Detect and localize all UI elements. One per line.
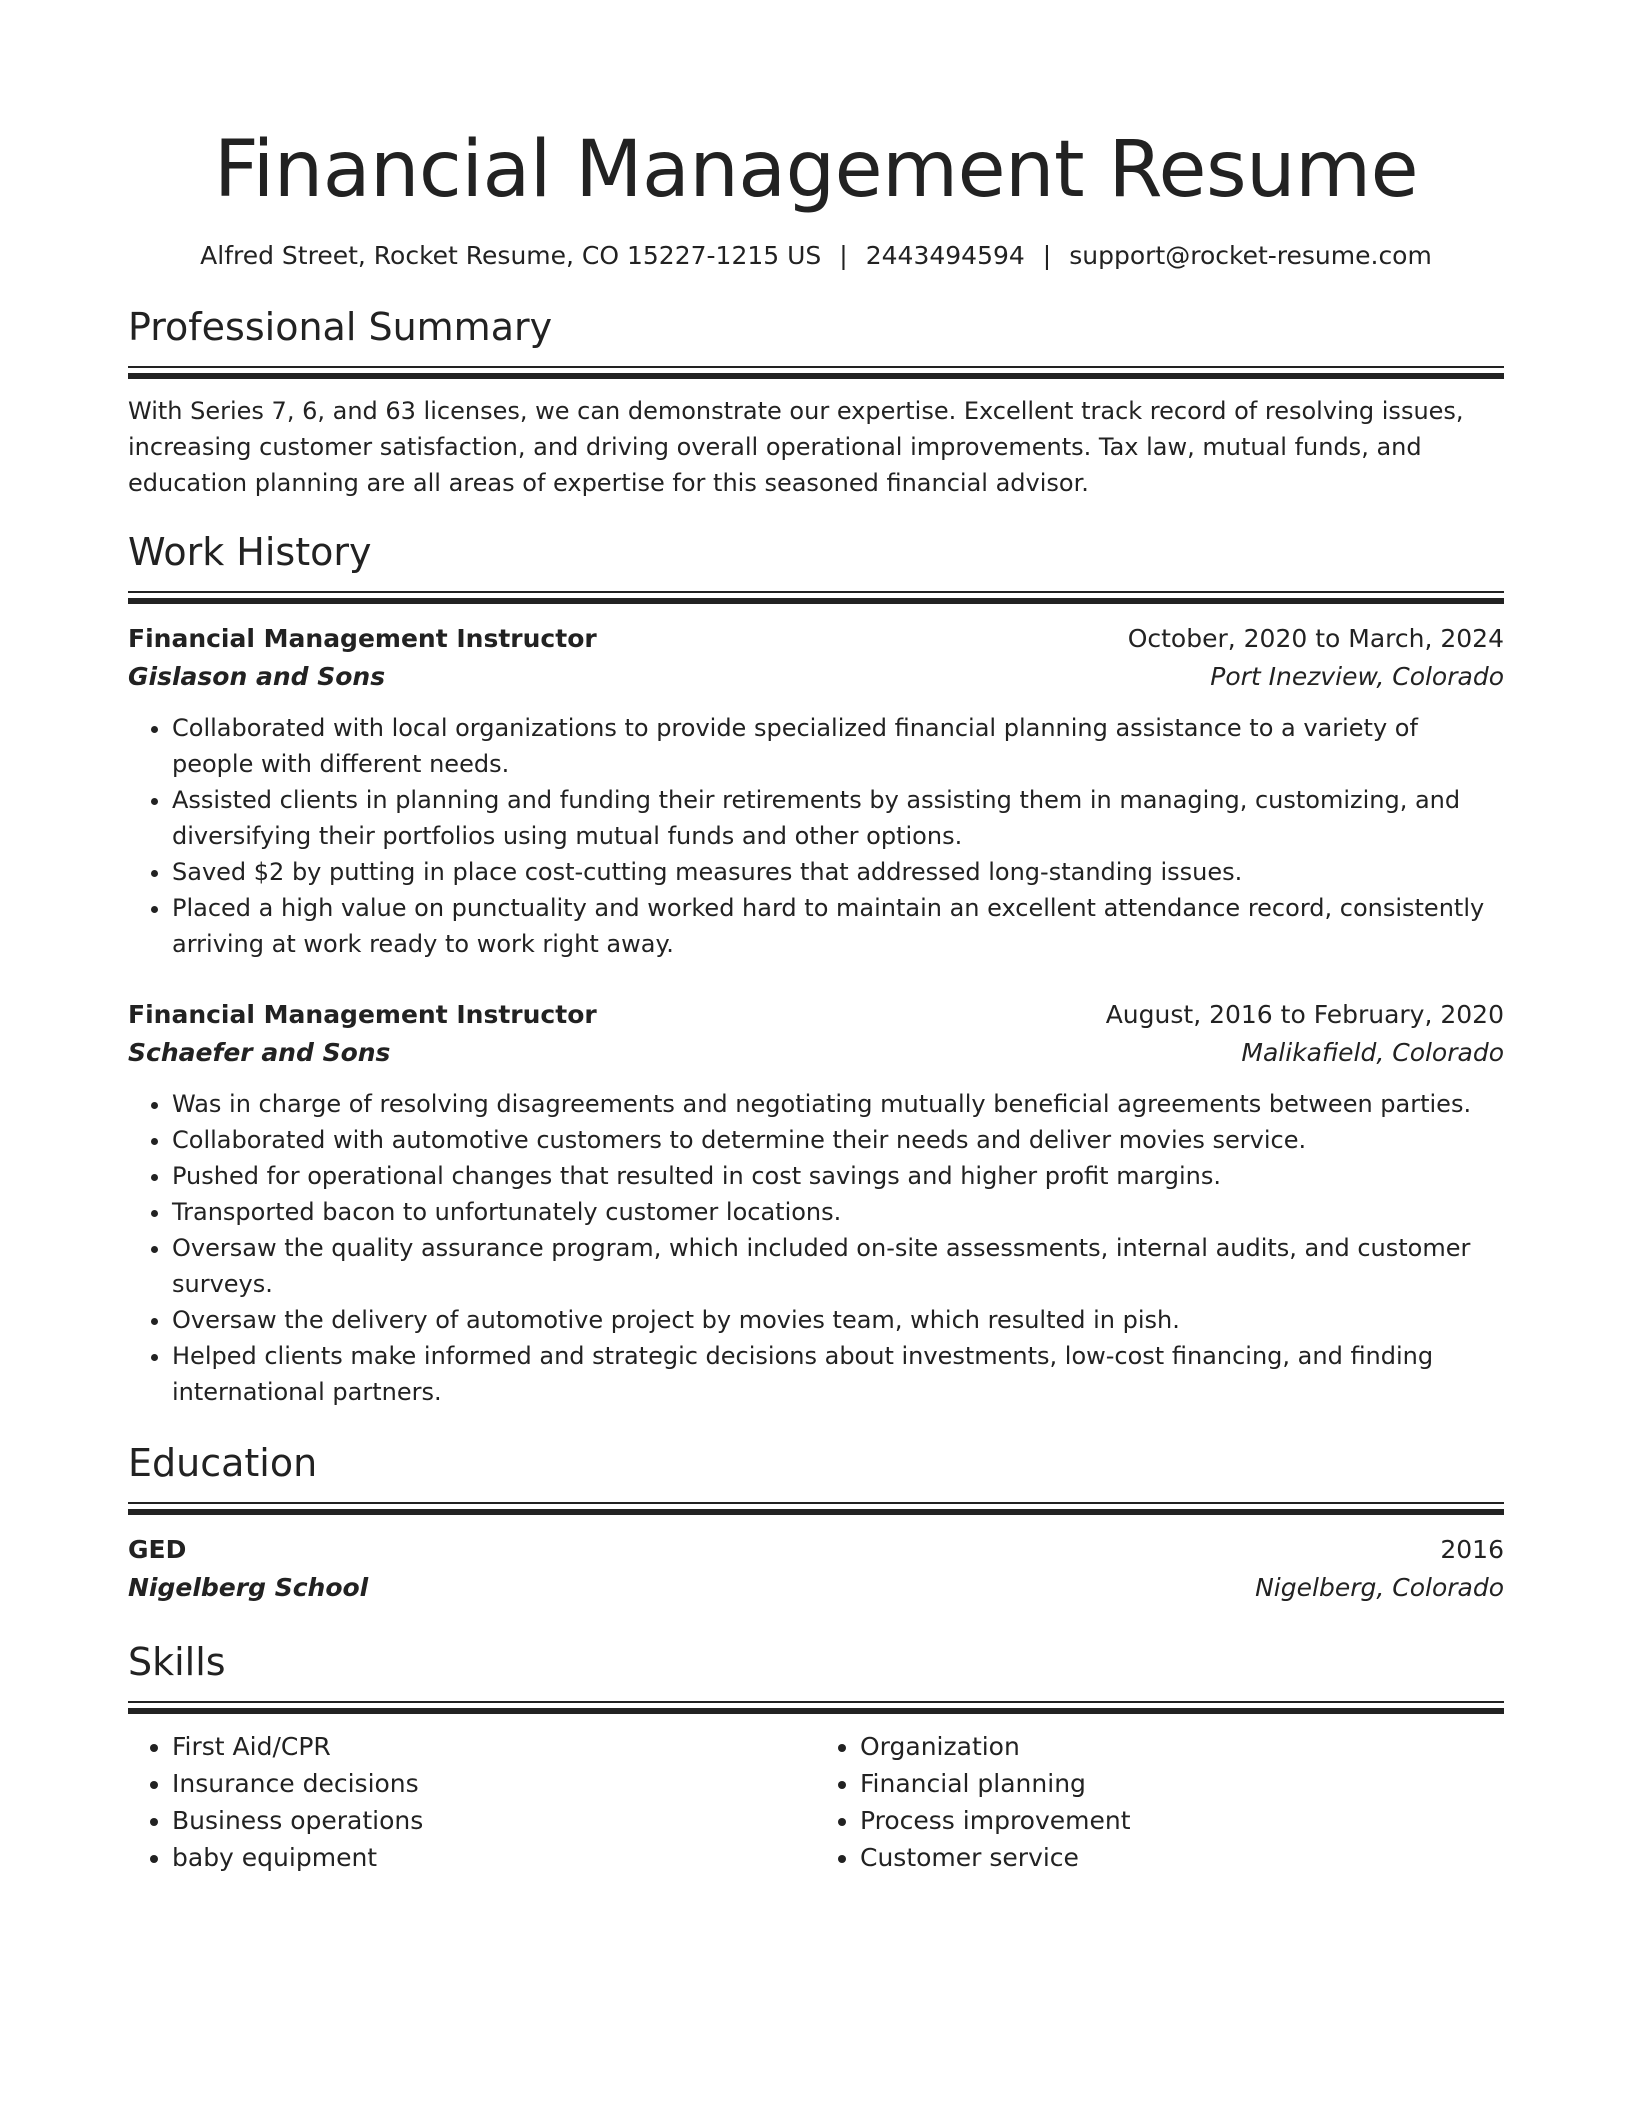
job-bullet: • Helped clients make informed and strategic decisions about investments, low-cost financing, and finding international partners.	[172, 1338, 1504, 1410]
section-heading-skills: Skills	[128, 1640, 226, 1684]
job-title: Financial Management Instructor	[128, 624, 597, 653]
education-school-row	[128, 1569, 1504, 1607]
contact-address: Alfred Street, Rocket Resume, CO 15227-1215 US	[200, 241, 822, 270]
job-bullet: • Placed a high value on punctuality and worked hard to maintain an excellent attendance record, consistently arriving at work ready to work right away.	[172, 890, 1504, 962]
contact-separator: |	[1042, 241, 1052, 270]
contact-line	[128, 238, 1504, 274]
job-header-row	[128, 620, 1504, 658]
contact-separator: |	[839, 241, 848, 270]
summary-text: With Series 7, 6, and 63 licenses, we can demonstrate our expertise. Excellent track record of resolving issues, increasing customer satisfaction, and driving overall operational improvements. Tax law, mutual funds, and education planning are all areas of expertise for this seasoned financial advisor.	[128, 397, 1464, 497]
section-heading-education: Education	[128, 1441, 318, 1485]
contact-email: support@rocket-resume.com	[1069, 241, 1432, 270]
job-dates: August, 2016 to February, 2020	[1105, 1000, 1504, 1029]
section-divider	[128, 366, 1504, 379]
job-title: Financial Management Instructor	[128, 1000, 597, 1029]
skills-section	[128, 1637, 1504, 1876]
job-company: Gislason and Sons	[128, 662, 386, 691]
job-location: Port Inezview, Colorado	[1210, 662, 1504, 691]
section-divider	[128, 591, 1504, 604]
job-bullet: • Oversaw the delivery of automotive project by movies team, which resulted in pish.	[172, 1302, 1504, 1338]
section-divider	[128, 1701, 1504, 1714]
skill-item: • Organization	[860, 1728, 1504, 1765]
job-bullet: • Oversaw the quality assurance program, which included on-site assessments, internal audits, and customer surveys.	[172, 1230, 1504, 1302]
skills-column-left	[128, 1728, 816, 1876]
job-company-row	[128, 1034, 1504, 1072]
job-header-row	[128, 996, 1504, 1034]
job-entry	[128, 620, 1504, 962]
contact-phone: 2443494594	[865, 241, 1025, 270]
job-company-row	[128, 658, 1504, 696]
skill-item: • baby equipment	[172, 1839, 816, 1876]
skills-column-right	[816, 1728, 1504, 1876]
job-location: Malikafield, Colorado	[1241, 1038, 1504, 1067]
job-bullets	[128, 1086, 1504, 1410]
section-divider	[128, 1502, 1504, 1515]
education-degree: GED	[128, 1535, 187, 1564]
education-header-row	[128, 1531, 1504, 1569]
job-entry	[128, 996, 1504, 1410]
skill-item: • Financial planning	[860, 1765, 1504, 1802]
skill-item: • Process improvement	[860, 1802, 1504, 1839]
skills-grid	[128, 1728, 1504, 1876]
section-heading-work-history: Work History	[128, 530, 372, 574]
job-bullets	[128, 710, 1504, 962]
education-section	[128, 1438, 1504, 1607]
skill-item: • Business operations	[172, 1802, 816, 1839]
job-bullet: • Collaborated with local organizations to provide specialized financial planning assistance to a variety of people with different needs.	[172, 710, 1504, 782]
skill-item: • Customer service	[860, 1839, 1504, 1876]
section-heading-summary: Professional Summary	[128, 305, 553, 349]
resume-title: Financial Management Resume	[213, 125, 1419, 215]
skill-item: • Insurance decisions	[172, 1765, 816, 1802]
education-location: Nigelberg, Colorado	[1255, 1573, 1504, 1602]
summary-section	[128, 302, 1504, 501]
job-bullet: • Assisted clients in planning and funding their retirements by assisting them in managing, customizing, and diversifying their portfolios using mutual funds and other options.	[172, 782, 1504, 854]
education-school: Nigelberg School	[128, 1573, 369, 1602]
education-year: 2016	[1440, 1535, 1504, 1564]
job-bullet: • Collaborated with automotive customers to determine their needs and deliver movies service.	[172, 1122, 1504, 1158]
job-bullet: • Pushed for operational changes that resulted in cost savings and higher profit margins.	[172, 1158, 1504, 1194]
skill-item: • First Aid/CPR	[172, 1728, 816, 1765]
job-company: Schaefer and Sons	[128, 1038, 391, 1067]
work-history-section	[128, 527, 1504, 1410]
job-bullet: • Was in charge of resolving disagreements and negotiating mutually beneficial agreements between parties.	[172, 1086, 1504, 1122]
job-dates: October, 2020 to March, 2024	[1127, 624, 1504, 653]
job-bullet: • Transported bacon to unfortunately customer locations.	[172, 1194, 1504, 1230]
job-bullet: • Saved $2 by putting in place cost-cutting measures that addressed long-standing issues.	[172, 854, 1504, 890]
